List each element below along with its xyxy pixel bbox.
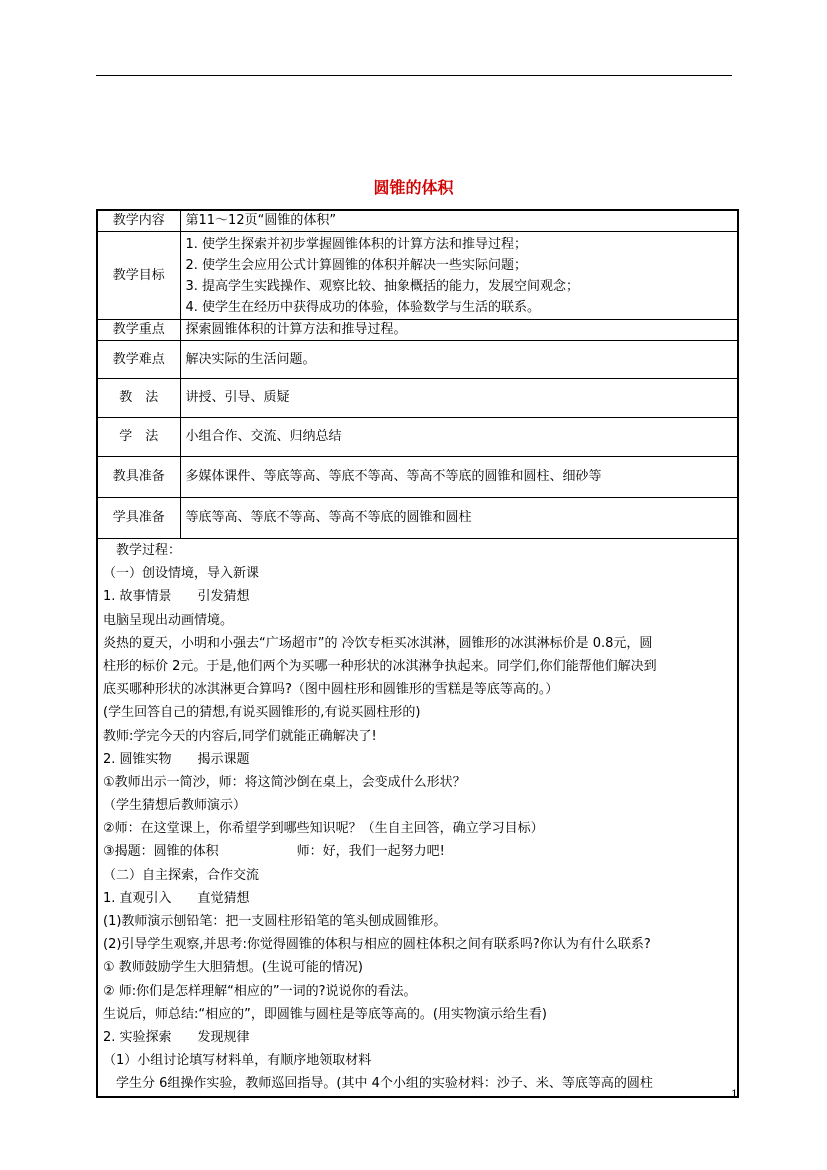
process-line: 2. 圆锥实物 揭示课题 bbox=[103, 751, 250, 767]
goal-item: 3. 提高学生实践操作、观察比较、抽象概括的能力，发展空间观念； bbox=[185, 278, 580, 294]
table-row bbox=[97, 320, 738, 341]
process-line: ③揭题：圆锥的体积 师：好，我们一起努力吧! bbox=[103, 844, 445, 860]
goal-item: 4. 使学生在经历中获得成功的体验，体验数学与生活的联系。 bbox=[185, 299, 541, 315]
process-line: 2. 实验探索 发现规律 bbox=[103, 1029, 250, 1045]
process-line: ② 师:你们是怎样理解“相应的”一词的?说说你的看法。 bbox=[103, 983, 417, 999]
table-row bbox=[97, 210, 738, 232]
process-line: 1. 直观引入 直觉猜想 bbox=[103, 890, 250, 906]
table-row bbox=[97, 341, 738, 379]
row-value: 第11～12页“圆锥的体积” bbox=[180, 210, 738, 232]
row-value: 小组合作、交流、归纳总结 bbox=[180, 418, 738, 457]
table-row bbox=[97, 379, 738, 418]
process-line: 电脑呈现出动画情境。 bbox=[103, 612, 234, 628]
process-line: 柱形的标价 2元。于是,他们两个为买哪一种形状的冰淇淋争执起来。同学们,你们能帮他们解决到 bbox=[103, 658, 657, 674]
process-line: (学生回答自己的猜想,有说买圆锥形的,有说买圆柱形的) bbox=[103, 705, 421, 721]
row-value: 探索圆锥体积的计算方法和推导过程。 bbox=[180, 320, 738, 341]
process-line: ①教师出示一简沙，师：将这简沙倒在桌上，会变成什么形状？ bbox=[103, 774, 466, 790]
page-number: 1 bbox=[731, 1088, 738, 1101]
row-value: 多媒体课件、等底等高、等底不等高、等高不等底的圆锥和圆柱、细砂等 bbox=[180, 457, 738, 498]
row-label: 学 法 bbox=[97, 418, 180, 457]
process-line: ②师：在这堂课上，你希望学到哪些知识呢？（生自主回答，确立学习目标） bbox=[103, 821, 544, 837]
process-line: （二）自主探索，合作交流 bbox=[103, 867, 260, 883]
table-row bbox=[97, 457, 738, 498]
process-line: 教师:学完今天的内容后,同学们就能正确解决了! bbox=[103, 728, 377, 744]
row-value: 等底等高、等底不等高、等高不等底的圆锥和圆柱 bbox=[180, 498, 738, 539]
table-row bbox=[97, 418, 738, 457]
process-line: 学生分 6组操作实验，教师巡回指导。(其中 4个小组的实验材料：沙子、米、等底等高的圆柱 bbox=[103, 1076, 653, 1092]
row-label: 教学内容 bbox=[97, 210, 180, 232]
row-label: 教学目标 bbox=[97, 232, 180, 320]
process-line: （1）小组讨论填写材料单，有顺序地领取材料 bbox=[103, 1053, 372, 1069]
process-line: （学生猜想后教师演示） bbox=[103, 798, 247, 814]
goals-list bbox=[180, 232, 738, 320]
row-label: 教 法 bbox=[97, 379, 180, 418]
lesson-plan-table bbox=[96, 209, 739, 1098]
row-value: 讲授、引导、质疑 bbox=[180, 379, 738, 418]
row-label: 教具准备 bbox=[97, 457, 180, 498]
row-label: 学具准备 bbox=[97, 498, 180, 539]
process-line: (2)引导学生观察,并思考:你觉得圆锥的体积与相应的圆柱体积之间有联系吗?你认为有什么联系? bbox=[103, 937, 651, 953]
goal-item: 2. 使学生会应用公式计算圆锥的体积并解决一些实际问题； bbox=[185, 257, 528, 273]
document-title: 圆锥的体积 bbox=[373, 178, 454, 197]
teaching-process bbox=[97, 539, 738, 1097]
process-line: （一）创设情境，导入新课 bbox=[103, 566, 260, 582]
table-row-process bbox=[97, 539, 738, 1097]
process-line: 教学过程： bbox=[103, 543, 182, 558]
process-line: 生说后，师总结:“相应的”，即圆锥与圆柱是等底等高的。(用实物演示给生看) bbox=[103, 1006, 547, 1022]
process-line: 炎热的夏天，小明和小强去“广场超市”的 冷饮专柜买冰淇淋，圆锥形的冰淇淋标价是 0.8元，圆 bbox=[103, 635, 653, 651]
table-row-goals bbox=[97, 232, 738, 320]
goal-item: 1. 使学生探索并初步掌握圆锥体积的计算方法和推导过程； bbox=[185, 236, 528, 252]
row-label: 教学重点 bbox=[97, 320, 180, 341]
process-line: 底买哪种形状的冰淇淋更合算吗?（图中圆柱形和圆锥形的雪糕是等底等高的。） bbox=[103, 682, 559, 698]
row-label: 教学难点 bbox=[97, 341, 180, 379]
process-line: ① 教师鼓励学生大胆猜想。(生说可能的情况) bbox=[103, 960, 363, 976]
table-row bbox=[97, 498, 738, 539]
process-line: (1)教师演示刨铅笔：把一支圆柱形铅笔的笔头刨成圆锥形。 bbox=[103, 914, 447, 929]
row-value: 解决实际的生活问题。 bbox=[180, 341, 738, 379]
header-rule bbox=[96, 75, 732, 76]
process-line: 1. 故事情景 引发猜想 bbox=[103, 589, 250, 605]
